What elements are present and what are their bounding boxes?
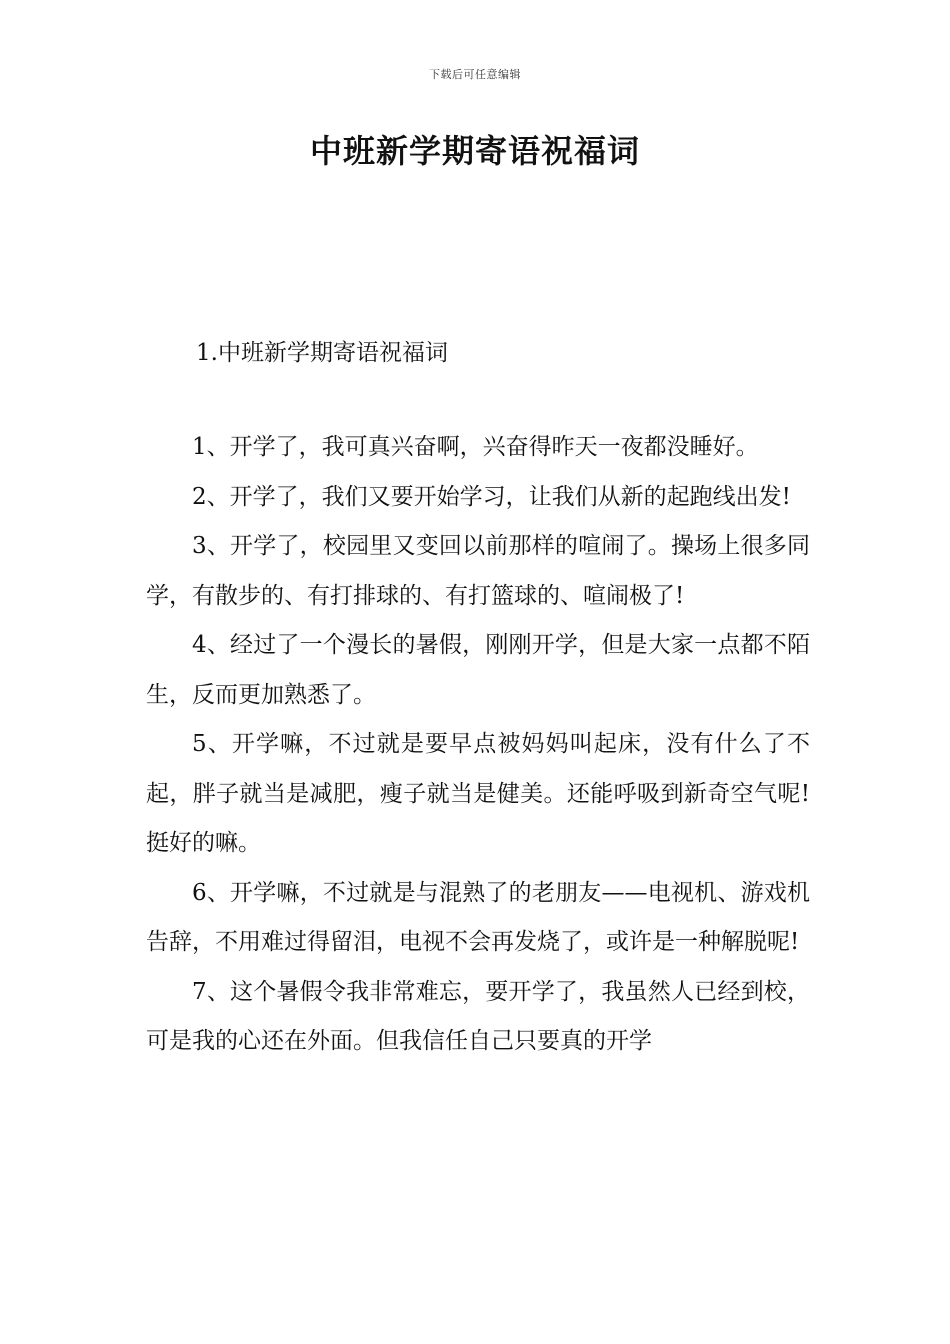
paragraph-5: 5、开学嘛，不过就是要早点被妈妈叫起床，没有什么了不起，胖子就当是减肥，瘦子就当是健美。还能呼吸到新奇空气呢!挺好的嘛。 bbox=[146, 731, 810, 856]
header-note: 下载后可任意编辑 bbox=[429, 68, 521, 81]
paragraph-1: 1、开学了，我可真兴奋啊，兴奋得昨天一夜都没睡好。 bbox=[192, 434, 759, 460]
paragraph-2: 2、开学了，我们又要开始学习，让我们从新的起跑线出发! bbox=[192, 483, 791, 510]
paragraph-6: 6、开学嘛，不过就是与混熟了的老朋友——电视机、游戏机告辞，不用难过得留泪，电视不会再发烧了，或许是一种解脱呢! bbox=[146, 879, 810, 955]
paragraph-3: 3、开学了，校园里又变回以前那样的喧闹了。操场上很多同学，有散步的、有打排球的、有打篮球的、喧闹极了! bbox=[146, 533, 810, 609]
paragraph-4: 4、经过了一个漫长的暑假，刚刚开学，但是大家一点都不陌生，反而更加熟悉了。 bbox=[146, 632, 810, 708]
section-heading: 1.中班新学期寄语祝福词 bbox=[196, 340, 448, 366]
paragraph-7: 7、这个暑假令我非常难忘，要开学了，我虽然人已经到校，可是我的心还在外面。但我信任自己只要真的开学 bbox=[146, 978, 810, 1054]
document-body bbox=[146, 423, 810, 1067]
document-title: 中班新学期寄语祝福词 bbox=[309, 132, 640, 170]
